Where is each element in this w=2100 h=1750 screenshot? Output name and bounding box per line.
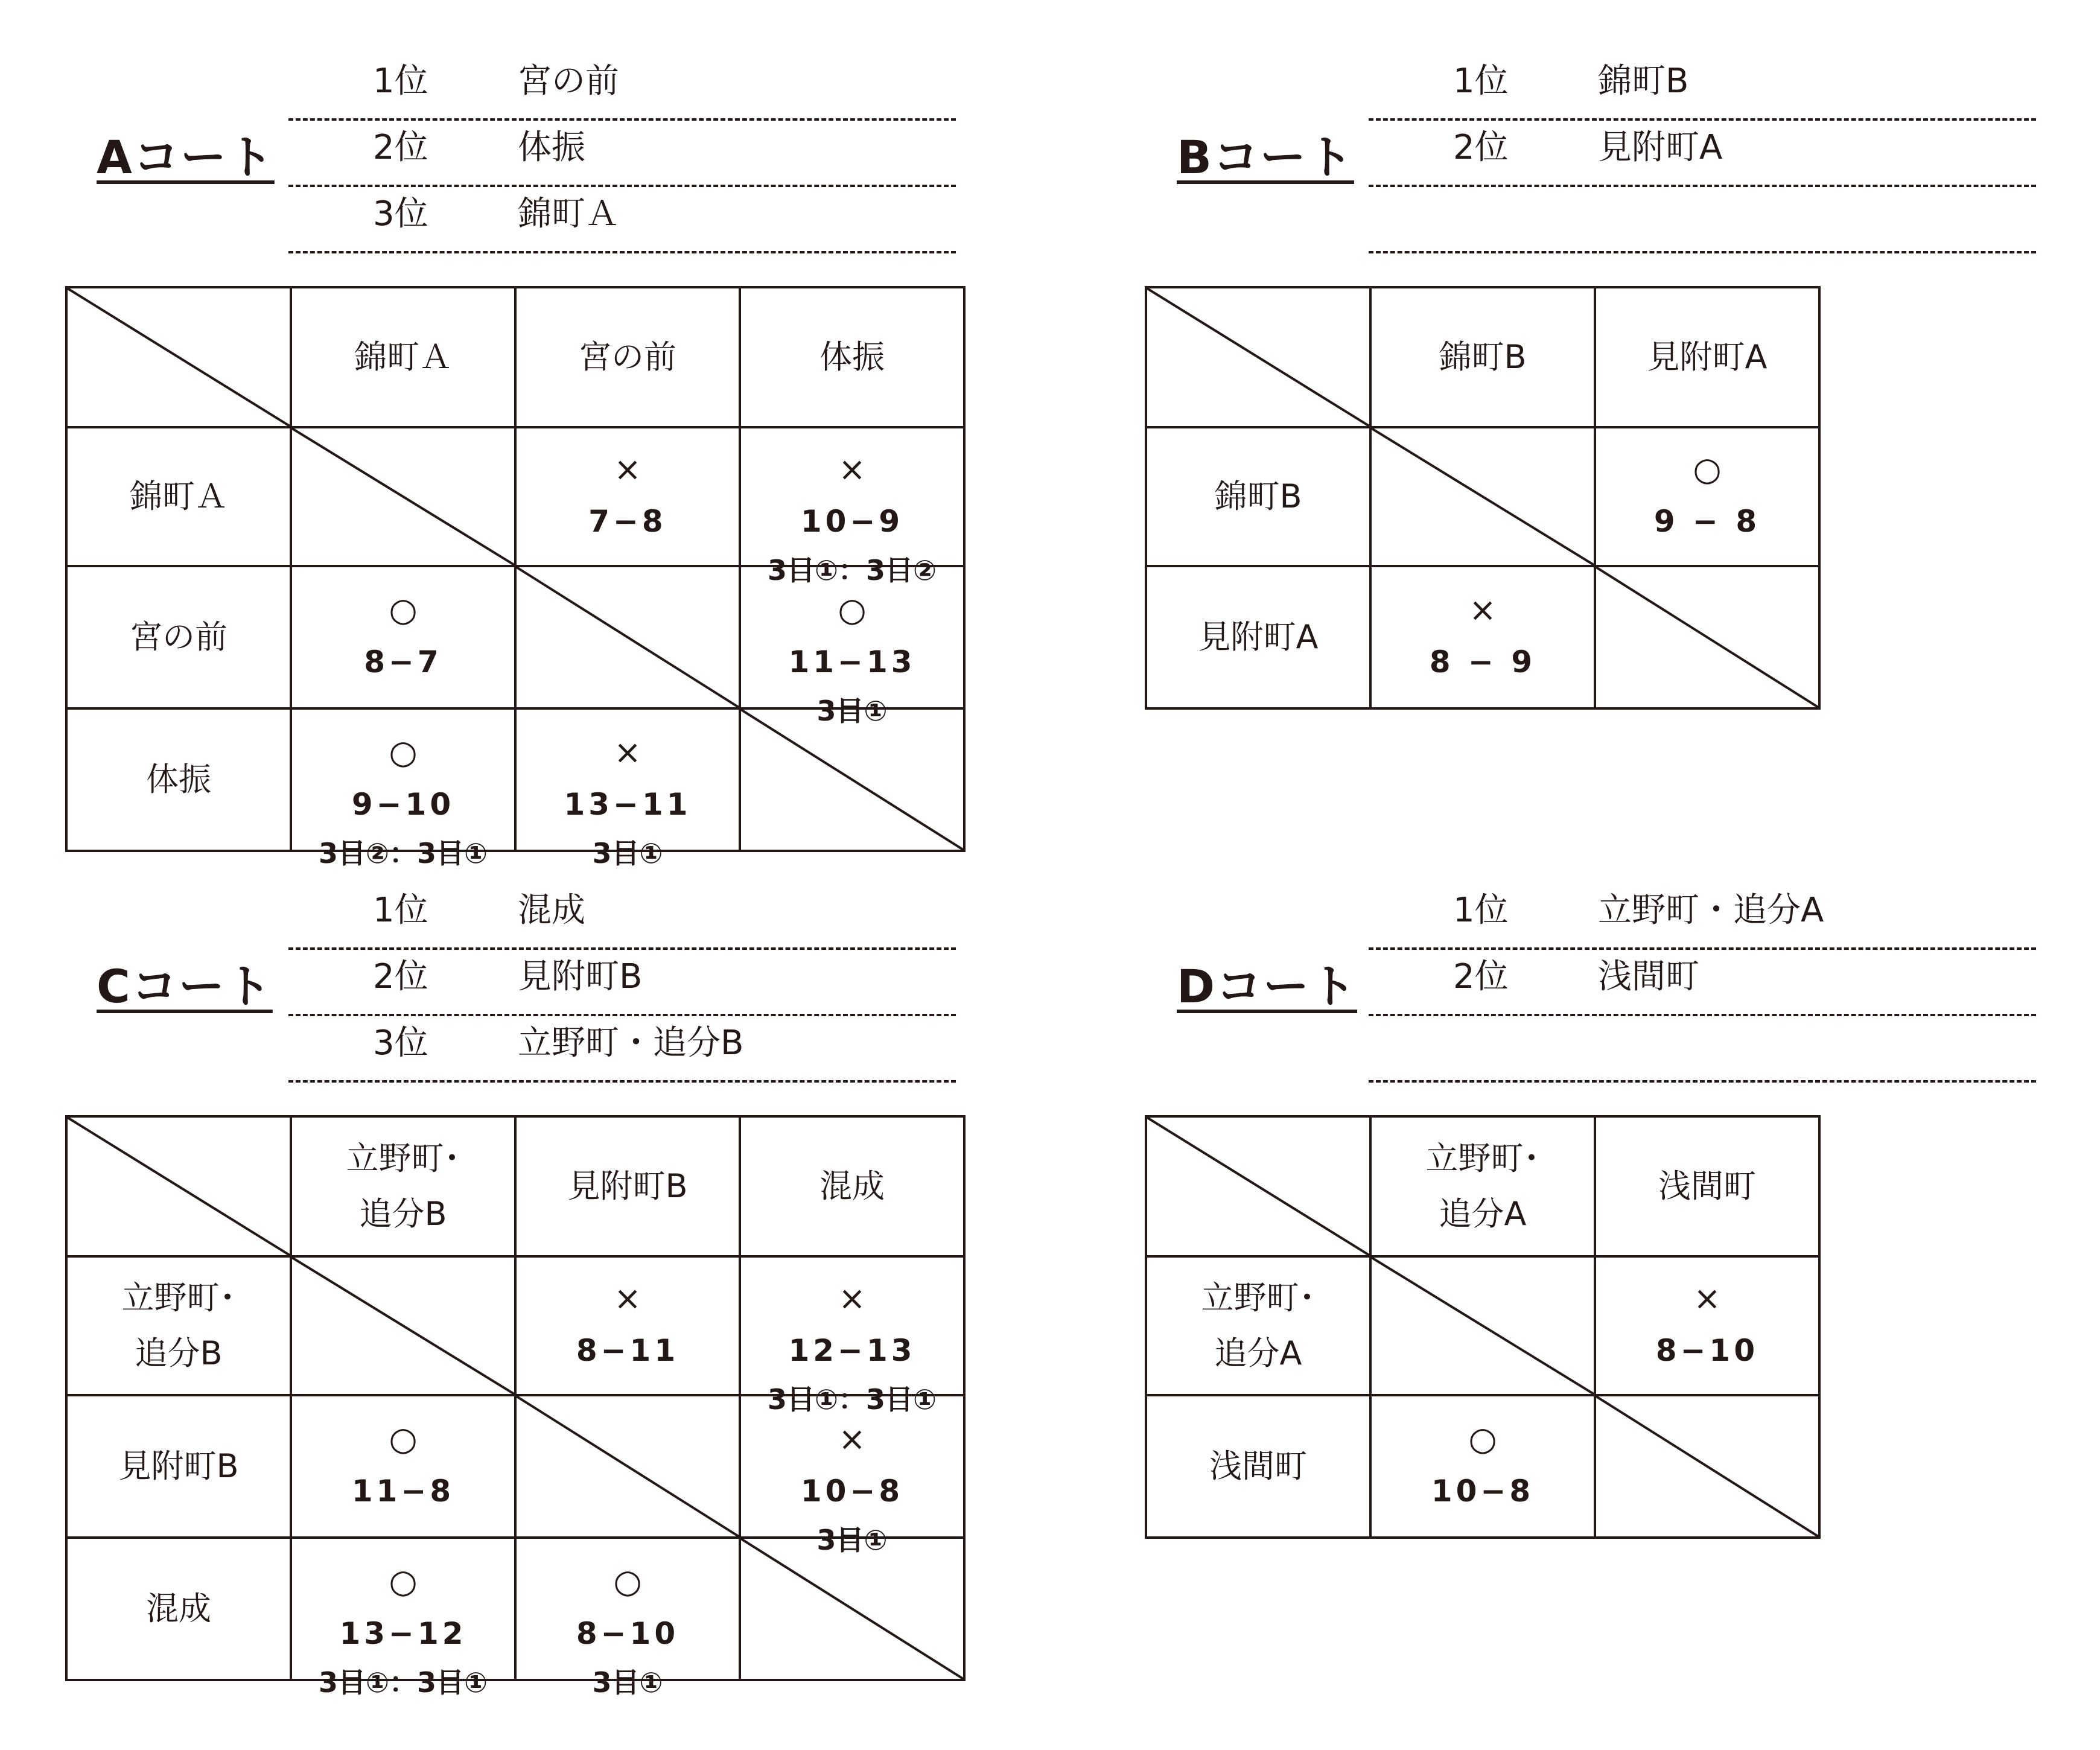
diagonal-cell <box>1370 1256 1595 1395</box>
diagonal-line <box>1372 1258 1594 1394</box>
row-header: 錦町Ａ <box>66 427 291 566</box>
court-a-results-table <box>65 286 966 870</box>
court-d-title: Dコート <box>1177 959 1358 1013</box>
column-header: 体振 <box>740 287 964 427</box>
result-cell <box>291 708 515 870</box>
column-header: 錦町B <box>1370 287 1595 427</box>
row-header: 見附町A <box>1146 566 1370 708</box>
result-mark: ○ <box>613 1562 642 1600</box>
column-header: 浅間町 <box>1595 1116 1819 1256</box>
result-mark: ○ <box>389 1420 418 1458</box>
rank-team: 浅間町 <box>1598 957 1699 996</box>
diagonal-line <box>68 1118 290 1255</box>
result-mark: × <box>838 1279 866 1317</box>
result-mark: ○ <box>1693 450 1722 488</box>
rank-place: 2位 <box>1453 957 1509 996</box>
match-score: 9 − 8 <box>1653 504 1761 539</box>
diagonal-line <box>741 710 963 850</box>
rank-place: 3位 <box>373 1023 428 1063</box>
result-cell <box>1370 1395 1595 1538</box>
row-header: 体振 <box>66 708 291 851</box>
match-note: 3目①：3目① <box>768 1383 937 1416</box>
result-cell <box>291 1538 515 1699</box>
corner-cell <box>1146 287 1370 427</box>
result-cell <box>515 708 740 870</box>
rank-place: 2位 <box>373 128 428 167</box>
rank-place: 1位 <box>373 891 428 930</box>
row-header: 浅間町 <box>1146 1395 1370 1538</box>
column-header: 立野町･追分A <box>1370 1116 1595 1256</box>
rank-place: 1位 <box>1453 62 1509 101</box>
corner-cell <box>1146 1116 1370 1256</box>
diagonal-cell <box>515 1395 740 1538</box>
match-note: 3目① <box>592 837 663 870</box>
diagonal-cell <box>515 566 740 708</box>
rank-place: 1位 <box>1453 891 1509 930</box>
rank-team: 混成 <box>518 891 585 930</box>
match-note: 3目① <box>592 1666 663 1699</box>
match-score: 13−12 <box>339 1616 467 1651</box>
match-note: 3目①：3目② <box>768 554 937 587</box>
result-mark: × <box>614 1279 641 1317</box>
result-mark: × <box>838 450 866 488</box>
diagonal-cell <box>740 708 964 851</box>
court-d-results-table <box>1145 1115 1821 1539</box>
result-mark: × <box>1693 1279 1721 1317</box>
result-cell <box>515 1256 740 1395</box>
court-c-rank-row-2 <box>288 950 956 1016</box>
diagonal-cell <box>291 1256 515 1395</box>
diagonal-cell <box>291 427 515 566</box>
diagonal-cell <box>1370 427 1595 566</box>
result-mark: ○ <box>838 591 867 629</box>
match-score: 8−10 <box>576 1616 679 1651</box>
match-score: 8 − 9 <box>1429 644 1536 679</box>
row-header: 宮の前 <box>66 566 291 708</box>
result-cell <box>1595 427 1819 566</box>
result-cell <box>1370 566 1595 708</box>
court-c-rank-row-3 <box>288 1016 956 1083</box>
column-header: 錦町Ａ <box>291 287 515 427</box>
result-cell <box>740 1256 964 1416</box>
result-cell <box>291 566 515 708</box>
rank-team: 立野町・追分B <box>518 1023 744 1063</box>
rank-place: 2位 <box>1453 128 1509 167</box>
column-header: 宮の前 <box>515 287 740 427</box>
diagonal-cell <box>740 1538 964 1680</box>
rank-team: 見附町B <box>518 957 643 996</box>
rank-place: 3位 <box>373 194 428 234</box>
court-b-results-table <box>1145 286 1821 710</box>
match-score: 10−8 <box>1431 1474 1535 1509</box>
diagonal-line <box>741 1539 963 1679</box>
result-cell <box>1595 1256 1819 1395</box>
result-mark: × <box>614 733 641 771</box>
rank-team: 錦町Ａ <box>518 194 619 234</box>
result-cell <box>515 1538 740 1699</box>
rank-team: 立野町・追分A <box>1598 891 1824 930</box>
match-note: 3目① <box>816 1524 888 1556</box>
result-mark: ○ <box>1468 1420 1497 1458</box>
court-d-rank-row-3 <box>1369 1016 2036 1083</box>
rank-place: 2位 <box>373 957 428 996</box>
court-d-rank-row-2 <box>1369 950 2036 1016</box>
diagonal-cell <box>1595 566 1819 708</box>
diagonal-line <box>1147 288 1369 426</box>
diagonal-line <box>292 1258 514 1394</box>
result-mark: ○ <box>389 1562 418 1600</box>
result-mark: ○ <box>389 733 418 771</box>
diagonal-line <box>1372 428 1594 565</box>
court-b-rank-row-2 <box>1369 121 2036 187</box>
match-score: 8−7 <box>364 644 442 679</box>
match-score: 13−11 <box>564 787 692 822</box>
corner-cell <box>66 1116 291 1256</box>
row-header: 錦町B <box>1146 427 1370 566</box>
court-c-rank-row-1 <box>288 883 956 950</box>
result-mark: ○ <box>389 591 418 629</box>
match-score: 10−9 <box>800 504 904 539</box>
match-note: 3目②：3目① <box>319 837 488 870</box>
court-b-rank-row-1 <box>1369 54 2036 121</box>
result-cell <box>291 1395 515 1538</box>
match-score: 8−10 <box>1655 1333 1759 1368</box>
diagonal-line <box>1596 567 1818 707</box>
diagonal-line <box>68 288 290 426</box>
diagonal-line <box>1147 1118 1369 1255</box>
rank-team: 体振 <box>518 128 585 167</box>
row-header: 見附町B <box>66 1395 291 1538</box>
row-header: 混成 <box>66 1538 291 1680</box>
match-score: 7−8 <box>588 504 667 539</box>
rank-team: 錦町B <box>1598 62 1689 101</box>
match-note: 3目① <box>816 695 888 727</box>
court-d-rank-row-1 <box>1369 883 2036 950</box>
diagonal-line <box>292 428 514 565</box>
result-mark: × <box>838 1420 866 1458</box>
diagonal-line <box>1596 1396 1818 1536</box>
match-score: 11−8 <box>351 1474 455 1509</box>
column-header: 混成 <box>740 1116 964 1256</box>
result-mark: × <box>614 450 641 488</box>
diagonal-line <box>517 567 739 707</box>
result-cell <box>515 427 740 566</box>
rank-team: 見附町A <box>1598 128 1723 167</box>
match-score: 8−11 <box>576 1333 679 1368</box>
match-score: 9−10 <box>351 787 455 822</box>
match-score: 12−13 <box>788 1333 916 1368</box>
column-header: 立野町･追分B <box>291 1116 515 1256</box>
court-b-title: Bコート <box>1177 130 1354 184</box>
match-score: 11−13 <box>788 644 916 679</box>
court-a-rank-row-3 <box>288 187 956 253</box>
row-header: 立野町･追分A <box>1146 1256 1370 1395</box>
court-c-results-table <box>65 1115 966 1699</box>
rank-team: 宮の前 <box>518 62 619 101</box>
court-c-title: Cコート <box>97 959 273 1013</box>
diagonal-cell <box>1595 1395 1819 1538</box>
court-a-title: Aコート <box>97 130 275 184</box>
match-score: 10−8 <box>800 1474 904 1509</box>
result-mark: × <box>1469 591 1497 629</box>
corner-cell <box>66 287 291 427</box>
court-a-rank-row-1 <box>288 54 956 121</box>
match-note: 3目①：3目① <box>319 1666 488 1699</box>
row-header: 立野町･追分B <box>66 1256 291 1395</box>
rank-place: 1位 <box>373 62 428 101</box>
court-a-rank-row-2 <box>288 121 956 187</box>
result-cell <box>740 427 964 587</box>
column-header: 見附町A <box>1595 287 1819 427</box>
court-b-rank-row-3 <box>1369 187 2036 253</box>
diagonal-line <box>517 1396 739 1536</box>
column-header: 見附町B <box>515 1116 740 1256</box>
